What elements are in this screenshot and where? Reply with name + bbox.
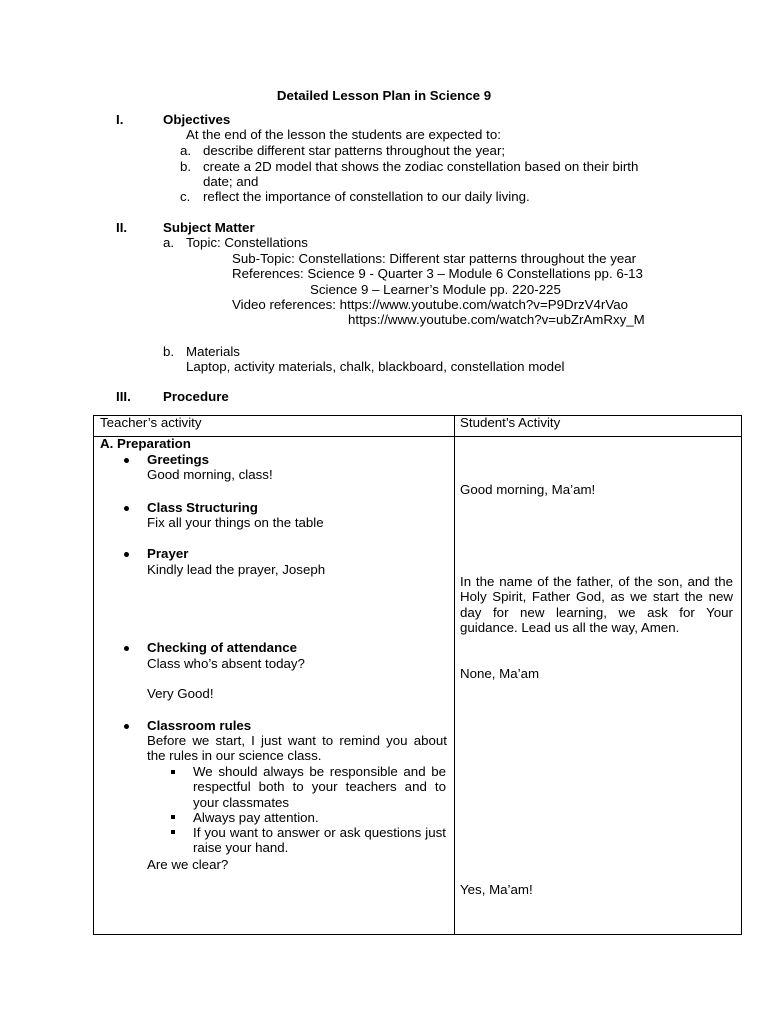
objectives-numeral: I.: [116, 112, 124, 127]
materials-list: Laptop, activity materials, chalk, blackboard, constellation model: [186, 359, 565, 374]
square-bullet-icon: [171, 770, 175, 774]
procedure-numeral: III.: [116, 389, 131, 404]
objective-c: reflect the importance of constellation to our daily living.: [203, 189, 530, 204]
attendance-student: None, Ma’am: [460, 666, 540, 681]
document-title: Detailed Lesson Plan in Science 9: [276, 88, 492, 103]
references: References: Science 9 - Quarter 3 – Module 6 Constellations pp. 6-13: [232, 266, 643, 281]
greetings-student: Good morning, Ma’am!: [460, 482, 596, 497]
preparation-section: A. Preparation: [100, 436, 191, 451]
rule-item: Always pay attention.: [193, 810, 319, 825]
rules-heading: Classroom rules: [147, 718, 252, 733]
subject-matter-numeral: II.: [116, 220, 128, 235]
table-column-divider: [454, 416, 455, 934]
objectives-intro: At the end of the lesson the students are expected to:: [186, 127, 501, 142]
objective-b: create a 2D model that shows the zodiac constellation based on their birth: [203, 159, 639, 174]
rules-closing: Are we clear?: [147, 857, 229, 872]
student-column-header: Student’s Activity: [460, 415, 561, 430]
topic-letter: a.: [163, 235, 175, 250]
structuring-heading: Class Structuring: [147, 500, 258, 515]
bullet-icon: [124, 646, 129, 651]
attendance-teacher: Class who’s absent today?: [147, 656, 305, 671]
materials-letter: b.: [163, 344, 175, 359]
procedure-heading: Procedure: [163, 389, 229, 404]
rules-student: Yes, Ma’am!: [460, 882, 533, 897]
bullet-icon: [124, 724, 129, 729]
teacher-column-header: Teacher’s activity: [100, 415, 202, 430]
attendance-heading: Checking of attendance: [147, 640, 297, 655]
bullet-icon: [124, 458, 129, 463]
structuring-teacher: Fix all your things on the table: [147, 515, 324, 530]
rule-item: If you want to answer or ask questions just raise your hand.: [193, 825, 446, 856]
attendance-praise: Very Good!: [147, 686, 214, 701]
bullet-icon: [124, 552, 129, 557]
greetings-heading: Greetings: [147, 452, 210, 467]
objectives-heading: Objectives: [163, 112, 231, 127]
greetings-teacher: Good morning, class!: [147, 467, 273, 482]
rule-item: We should always be responsible and be respectful both to your teachers and to your classmates: [193, 764, 446, 810]
video-references: Video references: https://www.youtube.com/watch?v=P9DrzV4rVao: [232, 297, 629, 312]
bullet-icon: [124, 506, 129, 511]
objective-b-cont: date; and: [203, 174, 259, 189]
objective-letter-c: c.: [180, 189, 191, 204]
subtopic: Sub-Topic: Constellations: Different star patterns throughout the year: [232, 251, 637, 266]
subject-matter-heading: Subject Matter: [163, 220, 255, 235]
topic: Topic: Constellations: [186, 235, 308, 250]
materials-heading: Materials: [186, 344, 240, 359]
square-bullet-icon: [171, 815, 175, 819]
rules-intro: Before we start, I just want to remind you about the rules in our science class.: [147, 733, 447, 764]
objective-a: describe different star patterns throughout the year;: [203, 143, 506, 158]
objective-letter-b: b.: [180, 159, 192, 174]
prayer-heading: Prayer: [147, 546, 189, 561]
objective-letter-a: a.: [180, 143, 192, 158]
square-bullet-icon: [171, 830, 175, 834]
references-cont: Science 9 – Learner’s Module pp. 220-225: [310, 282, 561, 297]
prayer-teacher: Kindly lead the prayer, Joseph: [147, 562, 326, 577]
prayer-student: In the name of the father, of the son, and the Holy Spirit, Father God, as we start the new day for new learning, we ask for Your guidance. Lead us all the way, Amen.: [460, 574, 733, 635]
table-header-divider: [94, 436, 741, 437]
video-references-cont: https://www.youtube.com/watch?v=ubZrAmRxy_M: [348, 312, 645, 327]
